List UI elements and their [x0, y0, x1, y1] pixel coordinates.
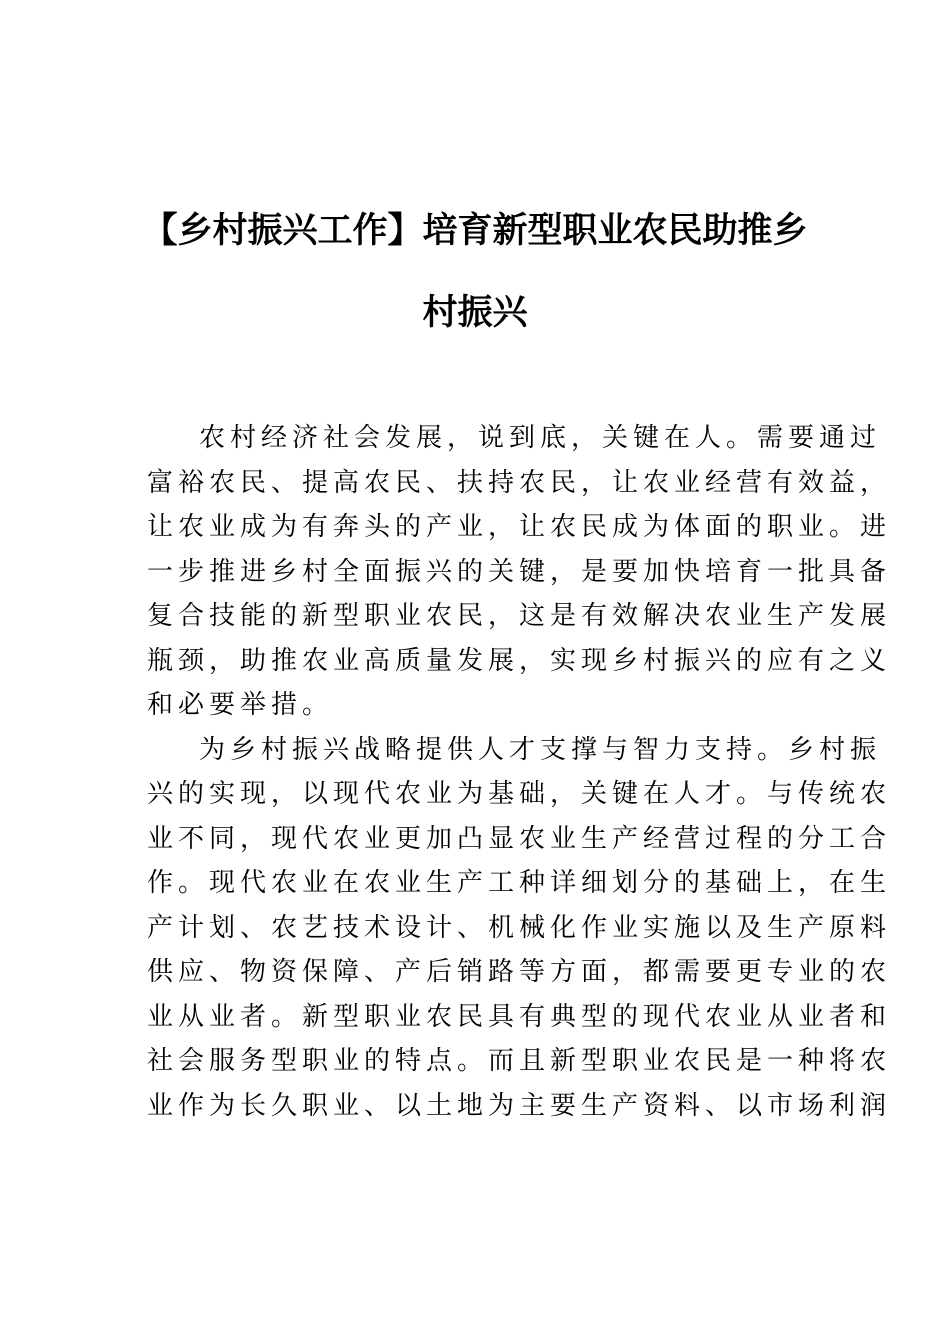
- paragraph-line: 社会服务型职业的特点。而且新型职业农民是一种将农: [147, 1046, 892, 1076]
- document-title: [140, 190, 810, 354]
- paragraph-line: 产计划、农艺技术设计、机械化作业实施以及生产原料: [147, 912, 892, 943]
- paragraph-line: 一步推进乡村全面振兴的关键，是要加快培育一批具备: [147, 556, 892, 587]
- paragraph-line: 兴的实现，以现代农业为基础，关键在人才。与传统农: [147, 779, 892, 809]
- paragraph-line: 瓶颈，助推农业高质量发展，实现乡村振兴的应有之义: [147, 645, 892, 676]
- paragraph-line: 和必要举措。: [147, 690, 334, 720]
- document-body: [147, 416, 892, 1128]
- title-line: 【乡村振兴工作】培育新型职业农民助推乡: [142, 211, 808, 251]
- paragraph-line: 供应、物资保障、产后销路等方面，都需要更专业的农: [147, 957, 892, 987]
- paragraph-line: 作。现代农业在农业生产工种详细划分的基础上，在生: [147, 868, 892, 898]
- paragraph-line: 业从业者。新型职业农民具有典型的现代农业从业者和: [147, 1001, 892, 1032]
- paragraph-line: 业不同，现代农业更加凸显农业生产经营过程的分工合: [147, 823, 892, 854]
- title-line: 村振兴: [422, 293, 528, 333]
- paragraph-1: [147, 416, 892, 728]
- paragraph-line: 业作为长久职业、以土地为主要生产资料、以市场利润: [147, 1090, 892, 1121]
- paragraph-line: 为乡村振兴战略提供人才支撑与智力支持。乡村振: [199, 734, 882, 765]
- paragraph-line: 复合技能的新型职业农民，这是有效解决农业生产发展: [147, 601, 892, 631]
- paragraph-line: 富裕农民、提高农民、扶持农民，让农业经营有效益，: [147, 467, 892, 498]
- paragraph-2: [147, 728, 892, 1129]
- paragraph-line: 农村经济社会发展，说到底，关键在人。需要通过: [199, 423, 882, 453]
- paragraph-line: 让农业成为有奔头的产业，让农民成为体面的职业。进: [147, 512, 892, 542]
